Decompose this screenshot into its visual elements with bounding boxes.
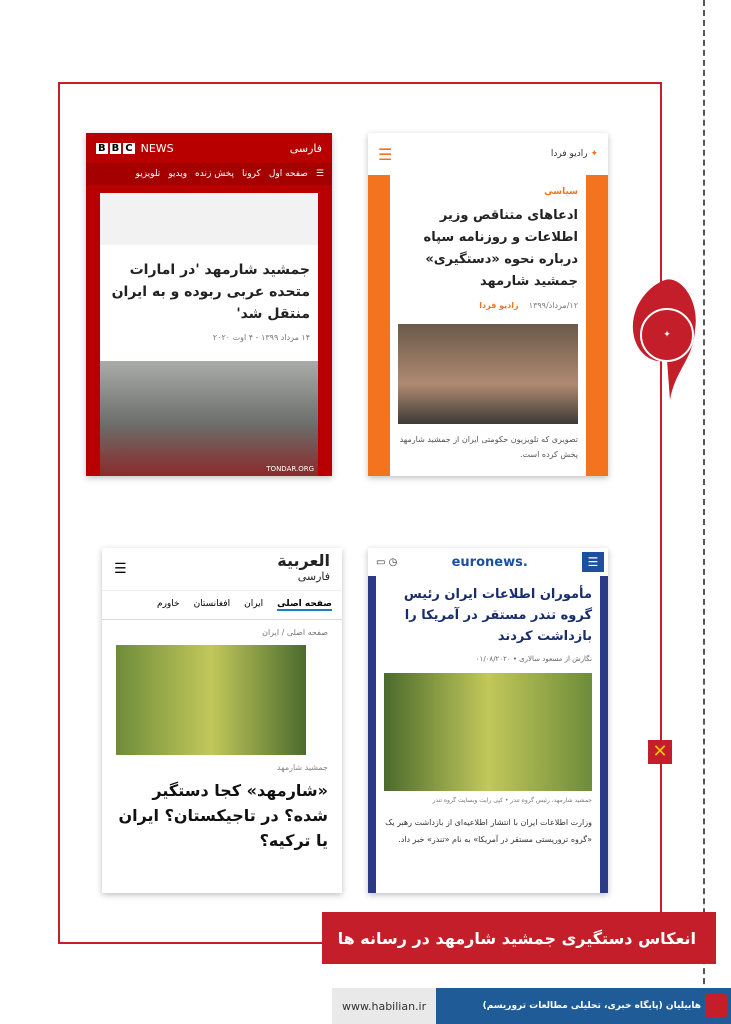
banner-text: انعکاس دستگیری جمشید شارمهد در رسانه ها [337, 928, 696, 948]
bbc-headline[interactable]: جمشید شارمهد 'در امارات متحده عربی ربوده و به ایران منتقل شد' [111, 262, 310, 322]
menu-icon[interactable]: ☰ [378, 144, 393, 164]
menu-icon[interactable]: ☰ [114, 561, 127, 577]
radio-farda-caption: تصویری که تلویزیون حکومتی ایران از جمشید شارمهد پخش کرده است. [399, 435, 578, 459]
breadcrumb[interactable]: صفحه اصلی / ایران [262, 628, 328, 637]
tab-middle-east[interactable]: خاورم [157, 599, 180, 609]
euronews-caption: جمشید شارمهد، رئیس گروه تندر • کپی رایت وبسایت گروه تندر [432, 797, 592, 804]
habilian-logo-icon [705, 994, 727, 1018]
bbc-lang: فارسی [289, 141, 322, 155]
logo-stamp-icon: ✦ [640, 308, 694, 362]
tab-afghanistan[interactable]: افغانستان [193, 599, 231, 609]
tv-icon[interactable]: ▭ [376, 556, 386, 568]
radio-farda-logo: رادیو فردا ✦ [550, 149, 598, 159]
euronews-meta: نگارش از مسعود سالاری • ۰۱/۰۸/۲۰۲۰ [475, 655, 592, 663]
bbc-article [100, 193, 318, 476]
tab-iran[interactable]: ایران [244, 599, 264, 609]
radio-farda-photo [398, 324, 578, 424]
bbc-nav [86, 163, 332, 185]
al-arabiya-card [102, 548, 342, 893]
radio-farda-source: رادیو فردا [479, 301, 519, 310]
bbc-date: ۱۴ مرداد ۱۳۹۹ - ۴ اوت ۲۰۲۰ [212, 333, 310, 342]
bbc-brand-text: NEWS [140, 141, 174, 155]
menu-icon[interactable]: ☰ [315, 169, 324, 179]
toolbar-icons [376, 557, 397, 568]
radio-farda-card [368, 133, 608, 476]
euronews-card [368, 548, 608, 893]
radio-farda-article [390, 175, 586, 476]
footer [332, 988, 731, 1024]
euronews-article [376, 576, 600, 893]
al-arabiya-tag[interactable]: جمشید شارمهد [276, 763, 328, 772]
title-banner [322, 912, 716, 964]
clock-icon[interactable]: ◷ [388, 556, 398, 568]
bbc-nav-item[interactable]: تلویزیو [135, 169, 161, 179]
bbc-logo: B B C NEWS [98, 141, 174, 155]
cross-icon: ✕ [648, 740, 672, 764]
radio-farda-date: ۱۲/مرداد/۱۳۹۹ [528, 301, 578, 310]
radio-farda-meta [398, 301, 578, 310]
euronews-headline[interactable]: مأموران اطلاعات ایران رئیس گروه تندر مستقر در آمریکا را بازداشت کردند [403, 587, 592, 644]
bbc-photo [100, 361, 318, 476]
bbc-nav-item[interactable]: کرونا [242, 169, 261, 179]
euronews-photo [384, 673, 592, 791]
radio-farda-headline[interactable]: ادعاهای متناقص وزیر اطلاعات و روزنامه سپاه درباره نحوه «دستگیری» جمشید شارمهد [423, 208, 578, 289]
menu-icon[interactable]: ☰ [582, 552, 604, 572]
bbc-ad-space [100, 193, 318, 245]
bbc-nav-item[interactable]: ویدیو [168, 169, 188, 179]
bbc-photo-credit: TONDAR.ORG [266, 465, 314, 473]
euronews-logo: euronews. [451, 554, 528, 570]
footer-site-name: هابیلیان (پایگاه خبری، تحلیلی مطالعات تروریسم) [482, 1001, 701, 1011]
footer-url[interactable]: www.habilian.ir [332, 988, 436, 1024]
al-arabiya-headline[interactable]: «شارمهد» کجا دستگیر شده؟ در تاجیکستان؟ ایران یا ترکیه؟ [118, 781, 328, 850]
al-arabiya-logo: العربية فارسی [277, 551, 330, 583]
radio-farda-category[interactable]: سیاسی [544, 187, 578, 197]
bbc-news-card [86, 133, 332, 476]
bbc-nav-item[interactable]: صفحه اول [268, 169, 308, 179]
euronews-text: وزارت اطلاعات ایران با انتشار اطلاعیه‌ای از بازداشت رهبر یک «گروه تروریستی مستقر در آمریکا» به نام «تندر» خبر داد. [385, 818, 592, 844]
barbed-wire [703, 0, 709, 1024]
tab-home[interactable]: صفحه اصلی [277, 599, 332, 609]
al-arabiya-photo [116, 645, 306, 755]
bbc-nav-item[interactable]: پخش زنده [195, 169, 234, 179]
al-arabiya-tabs [102, 590, 342, 620]
